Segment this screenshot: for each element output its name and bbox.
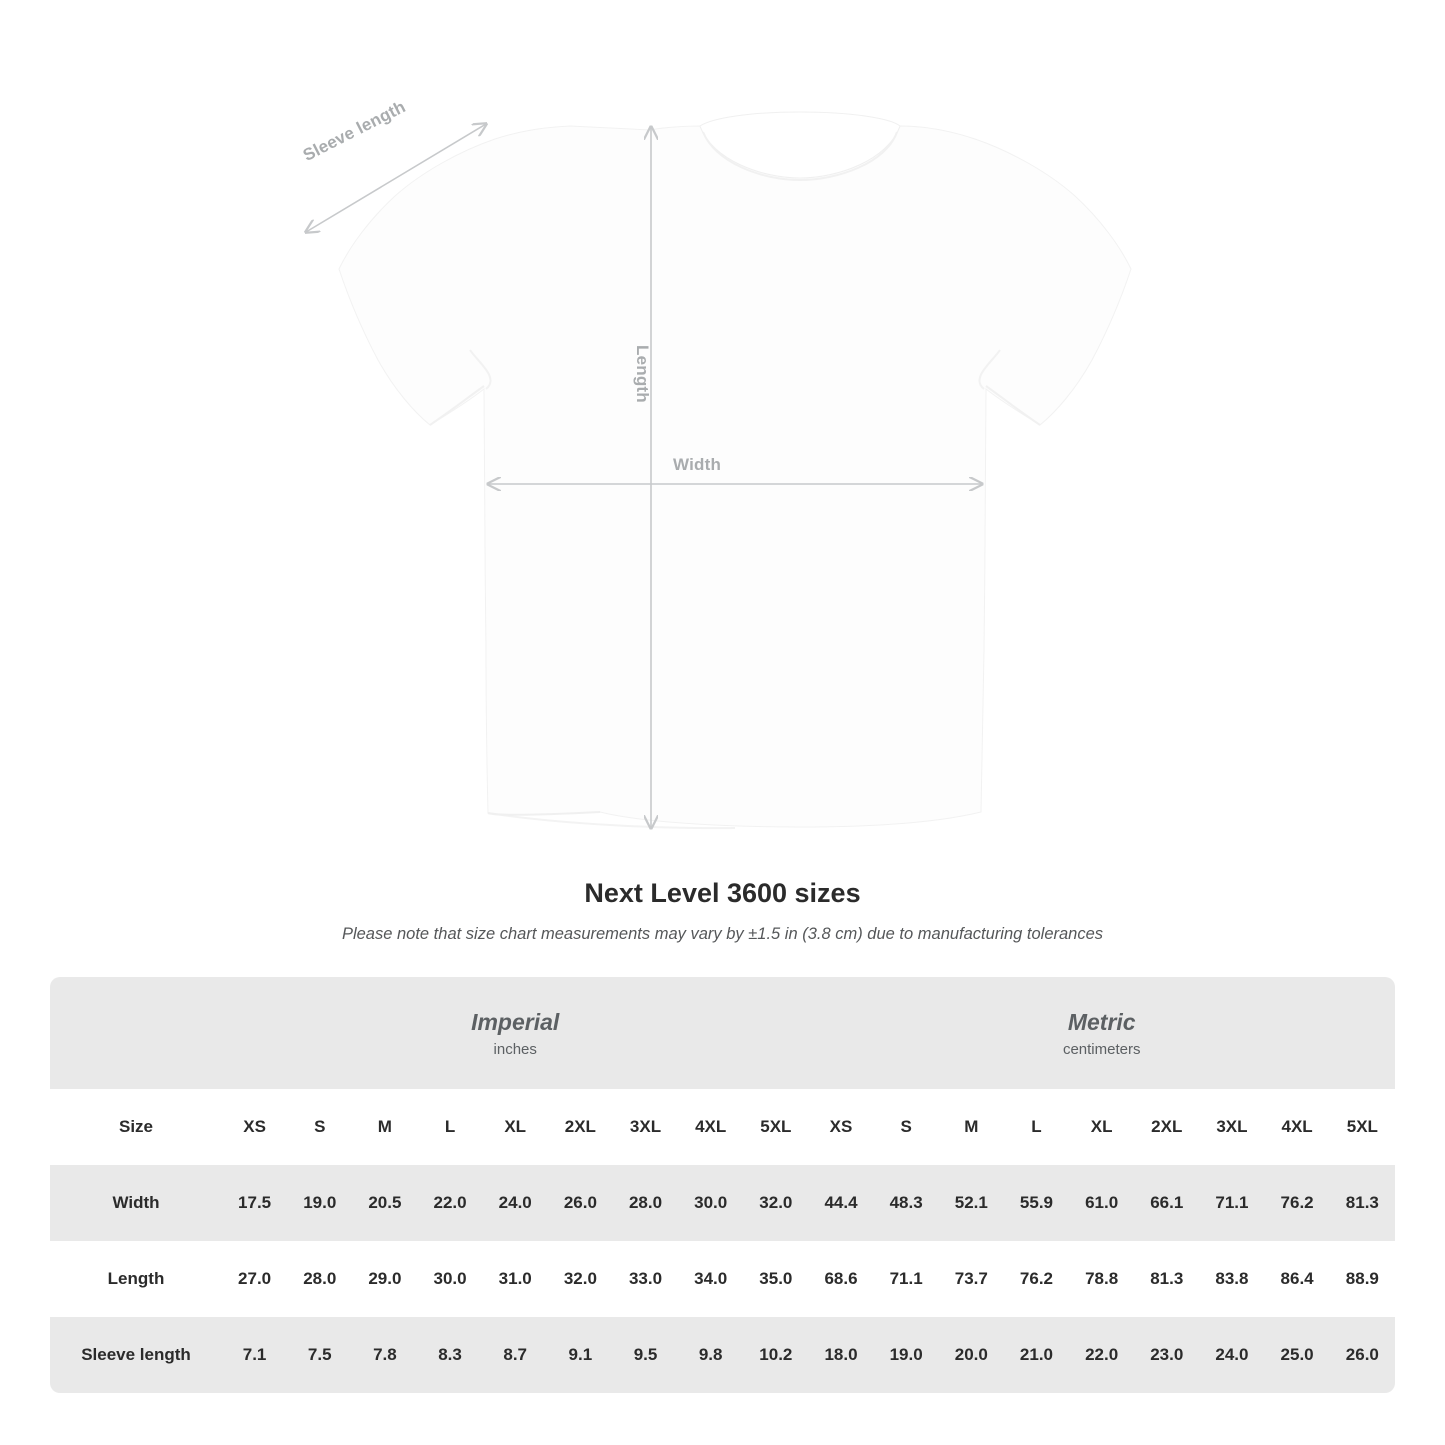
size-table-body xyxy=(50,1089,1395,1393)
measurement-cell: 21.0 xyxy=(1019,1345,1053,1364)
measurement-cell: 9.8 xyxy=(698,1345,723,1364)
measurement-cell: 17.5 xyxy=(238,1193,272,1212)
size-column-header: XL xyxy=(504,1117,527,1136)
measurement-cell: 33.0 xyxy=(628,1269,663,1288)
measurement-cell: 23.0 xyxy=(1150,1345,1184,1364)
measurement-cell: 9.1 xyxy=(568,1345,593,1364)
row-label: Width xyxy=(112,1193,160,1212)
measurement-cell: 26.0 xyxy=(1345,1345,1379,1364)
table-size-header-row xyxy=(50,1089,1395,1165)
size-column-header: L xyxy=(444,1117,456,1136)
measurement-cell: 9.5 xyxy=(633,1345,658,1364)
unit-sub-metric: centimeters xyxy=(1062,1040,1141,1058)
row-label: Length xyxy=(107,1269,165,1288)
measurement-cell: 24.0 xyxy=(1215,1345,1249,1364)
size-column-header: 4XL xyxy=(1281,1117,1313,1136)
measurement-cell: 20.0 xyxy=(954,1345,988,1364)
measurement-cell: 76.2 xyxy=(1019,1269,1053,1288)
measurement-cell: 81.3 xyxy=(1150,1269,1184,1288)
table-row xyxy=(50,1241,1395,1317)
table-row xyxy=(50,1165,1395,1241)
unit-sub-imperial: inches xyxy=(493,1040,537,1058)
width-label: Width xyxy=(673,455,722,474)
size-column-header: 4XL xyxy=(695,1117,727,1136)
measurement-cell: 88.9 xyxy=(1345,1269,1379,1288)
measurement-cell: 68.6 xyxy=(824,1269,858,1288)
measurement-cell: 55.9 xyxy=(1019,1193,1053,1212)
size-column-header: L xyxy=(1031,1117,1042,1136)
unit-header-empty xyxy=(50,977,222,1089)
size-column-header: 5XL xyxy=(760,1117,792,1136)
measurement-cell: 78.8 xyxy=(1085,1269,1119,1288)
measurement-cell: 32.0 xyxy=(759,1193,793,1212)
tolerance-note: Please note that size chart measurements may vary by ±1.5 in (3.8 cm) due to manufacturing tolerances xyxy=(341,925,1104,943)
measurement-cell: 22.0 xyxy=(433,1193,467,1212)
size-row-label: Size xyxy=(118,1117,154,1136)
measurement-cell: 7.1 xyxy=(242,1345,267,1364)
measurement-cell: 27.0 xyxy=(238,1269,272,1288)
measurement-cell: 61.0 xyxy=(1085,1193,1119,1212)
size-column-header: XL xyxy=(1090,1117,1113,1136)
measurement-cell: 8.3 xyxy=(438,1345,462,1364)
measurement-cell: 44.4 xyxy=(824,1193,858,1212)
table-row xyxy=(50,1317,1395,1393)
measurement-cell: 19.0 xyxy=(889,1345,923,1364)
length-label: Length xyxy=(633,345,652,403)
measurement-cell: 81.3 xyxy=(1345,1193,1379,1212)
measurement-cell: 30.0 xyxy=(694,1193,728,1212)
size-column-header: S xyxy=(314,1117,326,1136)
measurement-cell: 66.1 xyxy=(1150,1193,1184,1212)
unit-name-metric: Metric xyxy=(1067,1009,1136,1036)
measurement-cell: 28.0 xyxy=(628,1193,663,1212)
size-column-header: 3XL xyxy=(1216,1117,1248,1136)
measurement-cell: 29.0 xyxy=(368,1269,402,1288)
measurement-cell: 71.1 xyxy=(889,1269,923,1288)
size-column-header: M xyxy=(964,1117,979,1136)
sleeve-length-label: Sleeve length xyxy=(300,97,409,165)
page-title: Next Level 3600 sizes xyxy=(584,878,861,908)
measurement-cell: 24.0 xyxy=(498,1193,532,1212)
measurement-cell: 20.5 xyxy=(368,1193,402,1212)
unit-header-imperial xyxy=(222,977,808,1089)
measurement-cell: 8.7 xyxy=(503,1345,528,1364)
measurement-cell: 10.2 xyxy=(759,1345,793,1364)
size-column-header: S xyxy=(900,1117,912,1136)
measurement-cell: 7.8 xyxy=(373,1345,397,1364)
measurement-cell: 76.2 xyxy=(1280,1193,1314,1212)
measurement-cell: 52.1 xyxy=(954,1193,988,1212)
unit-header-metric xyxy=(808,977,1395,1089)
size-column-header: 5XL xyxy=(1346,1117,1378,1136)
measurement-cell: 19.0 xyxy=(303,1193,337,1212)
measurement-cell: 22.0 xyxy=(1085,1345,1119,1364)
measurement-cell: 30.0 xyxy=(433,1269,467,1288)
measurement-cell: 32.0 xyxy=(563,1269,597,1288)
size-column-header: XS xyxy=(243,1117,266,1136)
measurement-cell: 73.7 xyxy=(954,1269,988,1288)
measurement-cell: 83.8 xyxy=(1215,1269,1249,1288)
measurement-cell: 48.3 xyxy=(889,1193,923,1212)
tshirt-shape xyxy=(339,112,1131,828)
table-unit-header-row xyxy=(50,977,1395,1089)
measurement-cell: 34.0 xyxy=(694,1269,728,1288)
row-label: Sleeve length xyxy=(81,1345,191,1364)
size-column-header: 2XL xyxy=(564,1117,596,1136)
unit-name-imperial: Imperial xyxy=(471,1009,560,1036)
measurement-cell: 86.4 xyxy=(1280,1269,1314,1288)
measurement-cell: 7.5 xyxy=(307,1345,332,1364)
size-column-header: XS xyxy=(829,1117,853,1136)
measurement-cell: 31.0 xyxy=(498,1269,532,1288)
measurement-cell: 25.0 xyxy=(1280,1345,1314,1364)
size-column-header: 2XL xyxy=(1151,1117,1183,1136)
measurement-cell: 18.0 xyxy=(824,1345,858,1364)
size-column-header: 3XL xyxy=(629,1117,662,1136)
size-table xyxy=(50,977,1395,1393)
size-table-wrapper xyxy=(50,977,1395,1393)
measurement-cell: 35.0 xyxy=(759,1269,793,1288)
measurement-cell: 26.0 xyxy=(563,1193,597,1212)
measurement-cell: 28.0 xyxy=(303,1269,337,1288)
size-column-header: M xyxy=(377,1117,392,1136)
measurement-cell: 71.1 xyxy=(1215,1193,1249,1212)
